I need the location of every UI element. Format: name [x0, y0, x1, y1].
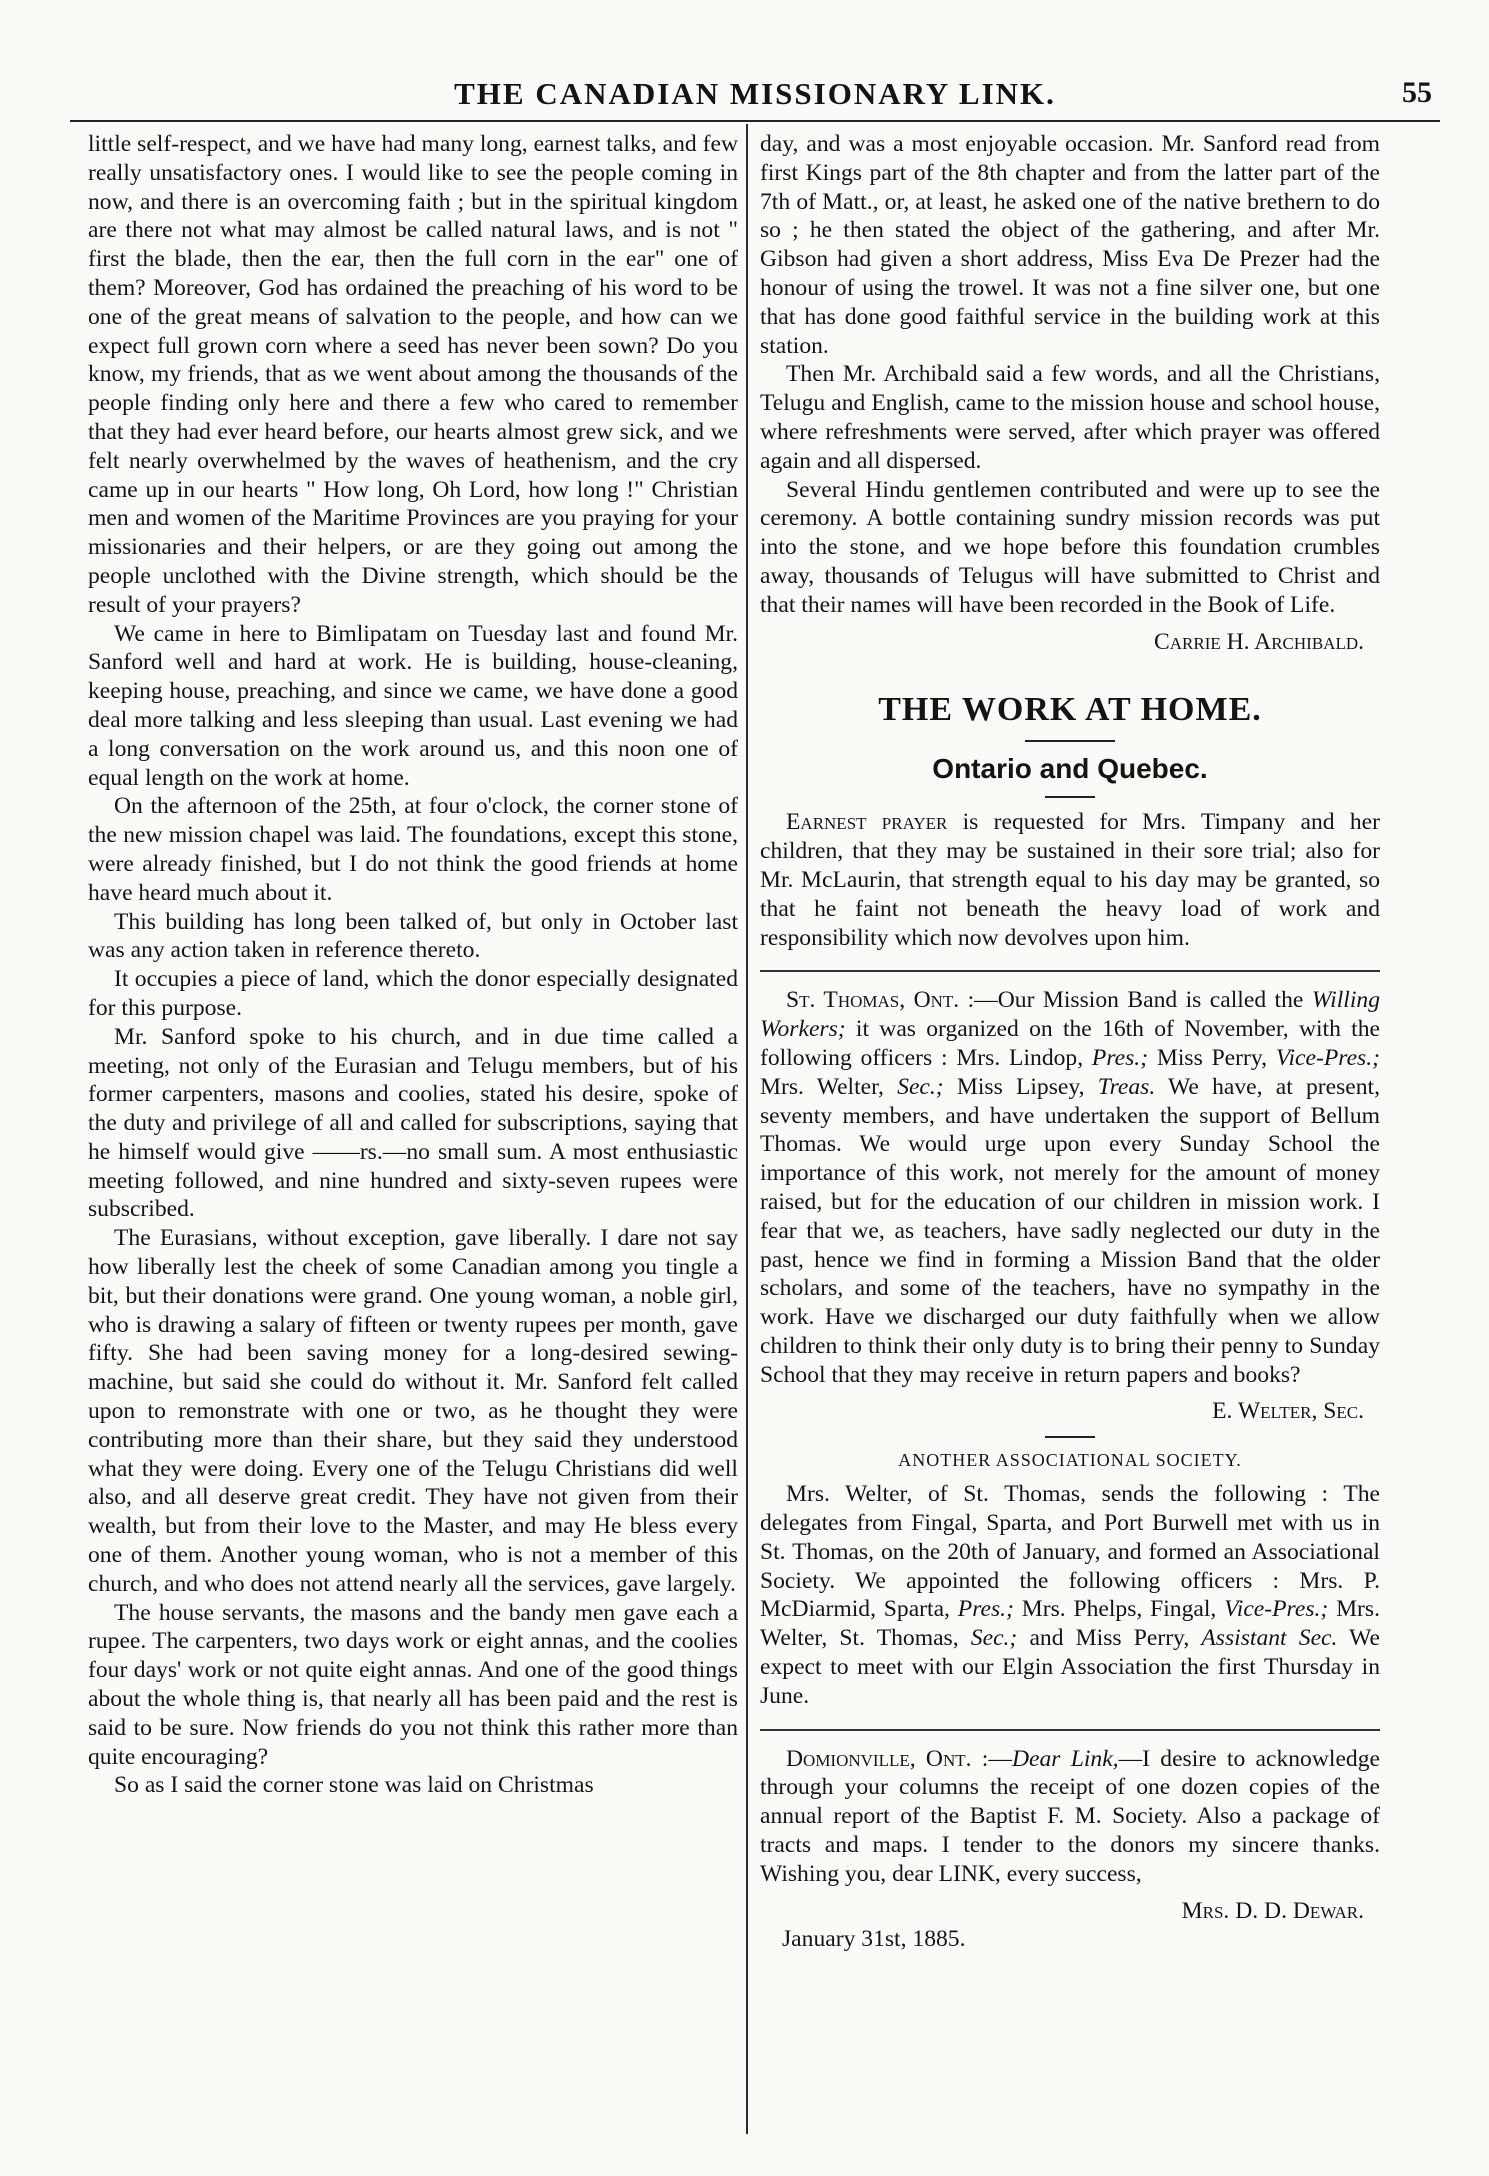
left-column	[88, 130, 738, 1800]
article-paragraph: Then Mr. Archibald said a few words, and all the Christians, Telugu and English, came to the mission house and school house, where refreshments were served, after which prayer was offered again and all dispersed.	[760, 361, 1380, 474]
article-paragraph: It occupies a piece of land, which the donor especially designated for this purpose.	[88, 966, 738, 1021]
column-divider	[746, 124, 748, 2134]
st-thomas-text: Miss Perry,	[1148, 1044, 1276, 1071]
signature-welter: E. Welter, Sec.	[1212, 1398, 1364, 1425]
prayer-lead: Earnest prayer	[786, 809, 948, 836]
assoc-text: We expect to meet with our Elgin Association the first Thursday in June.	[760, 1625, 1381, 1709]
st-thomas-text: Miss Lipsey,	[943, 1073, 1098, 1100]
article-paragraph: Several Hindu gentlemen contributed and were up to see the ceremony. A bottle containing sundry mission records was put into the stone, and we hope before this foundation crumbles away, thousands of Telugus will have submitted to Christ and that their names will have been recorded in the Book of Life.	[760, 476, 1380, 618]
article-paragraph: Mr. Sanford spoke to his church, and in due time called a meeting, not only of the Eurasian and Telugu members, but of his former carpenters, masons and coolies, stated his desire, spoke of the duty and privilege of all and called for subscriptions, saying that he himself would give ——rs.—no small sum. A most enthusiastic meeting followed, and nine hundred and sixty-seven rupees were subscribed.	[88, 1023, 738, 1223]
officer-title: Vice-Pres.;	[1224, 1596, 1329, 1623]
signature-dewar: Mrs. D. D. Dewar.	[1181, 1897, 1364, 1924]
article-paragraph: little self-respect, and we have had many long, earnest talks, and few really unsatisfactory ones. I would like to see the people coming in now, and there is an overcoming faith ; but in the spiritual kingdom are there not what may almost be called natural laws, and is not " first the blade, then the ear, then the full corn in the ear" one of them? Moreover, God has ordained the preaching of his word to be one of the great means of salvation to the people, and how can we expect full grown corn where a seed has never been sown? Do you know, my friends, that as we went about among the thousands of the people finding only here and there a few who cared to remember that they had ever heard before, our hearts almost grew sick, and we felt nearly overwhelmed by the waves of heathenism, and the cry came up in our hearts " How long, Oh Lord, how long !" Christian men and women of the Maritime Provinces are you praying for your missionaries and their helpers, or are they going out among the people unclothed with the Divine strength, which should be the result of your prayers?	[88, 131, 738, 618]
officer-title: Treas.	[1097, 1073, 1156, 1100]
officer-title: Pres.;	[957, 1596, 1014, 1623]
assoc-text: and Miss Perry,	[1017, 1625, 1202, 1652]
officer-title: Sec.;	[897, 1073, 944, 1100]
dom-text: —I desire to acknowledge through your columns the receipt of one dozen copies of the annual report of the Baptist F. M. Society. Also a package of tracts and maps. I tender to the donors my sincere thanks. Wishing you, dear LINK, every success,	[760, 1745, 1380, 1887]
domionville-paragraph	[760, 1745, 1380, 1889]
title-rule	[1025, 740, 1115, 742]
article-paragraph: We came in here to Bimlipatam on Tuesday last and found Mr. Sanford well and hard at work. He is building, house-cleaning, keeping house, preaching, and since we came, we have done a good deal more talking and less sleeping than usual. Last evening we had a long conversation on the work around us, and this noon one of equal length on the work at home.	[88, 620, 738, 791]
subtitle-rule	[1045, 796, 1095, 798]
divider-rule	[760, 1729, 1380, 1731]
assoc-text: Mrs. Welter, St. Thomas,	[760, 1596, 1380, 1652]
article-paragraph: On the afternoon of the 25th, at four o'clock, the corner stone of the new mission chapel was laid. The foundations, except this stone, were already finished, but I do not think the good friends at home have heard much about it.	[88, 793, 738, 906]
dom-text: :—	[971, 1745, 1012, 1772]
letter-date: January 31st, 1885.	[782, 1926, 966, 1953]
officer-title: Sec.;	[970, 1625, 1018, 1652]
section-subtitle: Ontario and Quebec.	[932, 753, 1208, 785]
article-paragraph: The house servants, the masons and the bandy men gave each a rupee. The carpenters, two days work or eight annas, and the coolies four days' work or not quite eight annas. And one of the good things about the whole thing is, that nearly all has been paid and the rest is said to be sure. Now friends do you not think this rather more than quite encouraging?	[88, 1599, 738, 1770]
salutation: Dear Link,	[1011, 1745, 1119, 1772]
page-number: 55	[1402, 76, 1432, 109]
prayer-text: is requested for Mrs. Timpany and her children, that they may be sustained in their sore trial; also for Mr. McLaurin, that strength equal to his day may be granted, so that he faint not beneath the heavy load of work and responsibility which now devolves upon him.	[760, 809, 1381, 951]
divider-rule	[760, 970, 1380, 972]
associational-paragraph	[760, 1480, 1380, 1710]
st-thomas-text: it was organized on the 16th of November, with the following officers : Mrs. Lindop,	[760, 1016, 1380, 1071]
prayer-request-paragraph	[760, 808, 1380, 952]
st-thomas-text: We have, at present, seventy members, and have undertaken the support of Bellum Thomas. We would urge upon every Sunday School the importance of this work, not merely for the amount of money raised, but for the education of our children in mission work. I fear that we, as teachers, have sadly neglected our duty in the past, hence we find in forming a Mission Band that the older scholars, and some of the teachers, have no sympathy in the work. Have we discharged our duty faithfully when we allow children to think their only duty is to bring their penny to Sunday School that they may receive in return papers and books?	[760, 1073, 1380, 1388]
officer-title: Vice-Pres.;	[1275, 1044, 1380, 1071]
domionville-lead: Domionville, Ont.	[786, 1745, 972, 1772]
st-thomas-text: :—Our Mission Band is called the	[959, 987, 1312, 1014]
section-title: THE WORK AT HOME.	[878, 691, 1262, 729]
page-header	[70, 74, 1440, 122]
assoc-text: Mrs. Phelps, Fingal,	[1013, 1596, 1225, 1623]
signature-archibald: Carrie H. Archibald.	[1154, 628, 1364, 655]
associational-title: ANOTHER ASSOCIATIONAL SOCIETY.	[898, 1450, 1242, 1471]
st-thomas-text: Mrs. Welter,	[760, 1073, 898, 1100]
article-paragraph: day, and was a most enjoyable occasion. Mr. Sanford read from first Kings part of the 8th chapter and from the latter part of the 7th of Matt., or, at least, he asked one of the native brethern to do so ; he then stated the object of the gathering, and after Mr. Gibson had given a short address, Miss Eva De Prezer had the honour of using the trowel. It was not a fine silver one, but one that has done good faithful service in the building work at this station.	[760, 131, 1380, 359]
st-thomas-paragraph	[760, 986, 1380, 1389]
right-column	[760, 130, 1380, 1954]
article-paragraph: This building has long been talked of, but only in October last was any action taken in reference thereto.	[88, 908, 738, 964]
divider-rule	[1045, 1436, 1095, 1438]
band-name: Willing Workers;	[760, 987, 1380, 1043]
officer-title: Assistant Sec.	[1201, 1625, 1338, 1652]
assoc-text: Mrs. Welter, of St. Thomas, sends the following : The delegates from Fingal, Sparta, and Port Burwell met with us in St. Thomas, on the 20th of January, and formed an Associational Society. We appointed the following officers : Mrs. P. McDiarmid, Sparta,	[760, 1481, 1380, 1623]
article-paragraph: The Eurasians, without exception, gave liberally. I dare not say how liberally lest the cheek of some Canadian among you tingle a bit, but their donations were grand. One young woman, a noble girl, who is drawing a salary of fifteen or twenty rupees per month, gave fifty. She had been saving money for a long-desired sewing-machine, but said she could do without it. Mr. Sanford felt called upon to remonstrate with one or two, as he thought they were contributing more than their share, but they said they understood what they were doing. Every one of the Telugu Christians did well also, and all deserve great credit. They have not given from their wealth, but from their love to the Master, and may He bless every one of them. Another young woman, who is not a member of this church, and who does not attend nearly all the services, gave largely.	[88, 1225, 738, 1597]
st-thomas-lead: St. Thomas, Ont.	[786, 987, 960, 1014]
publication-title: THE CANADIAN MISSIONARY LINK.	[454, 76, 1056, 111]
article-paragraph: So as I said the corner stone was laid on Christmas	[114, 1772, 594, 1799]
officer-title: Pres.;	[1091, 1044, 1149, 1071]
